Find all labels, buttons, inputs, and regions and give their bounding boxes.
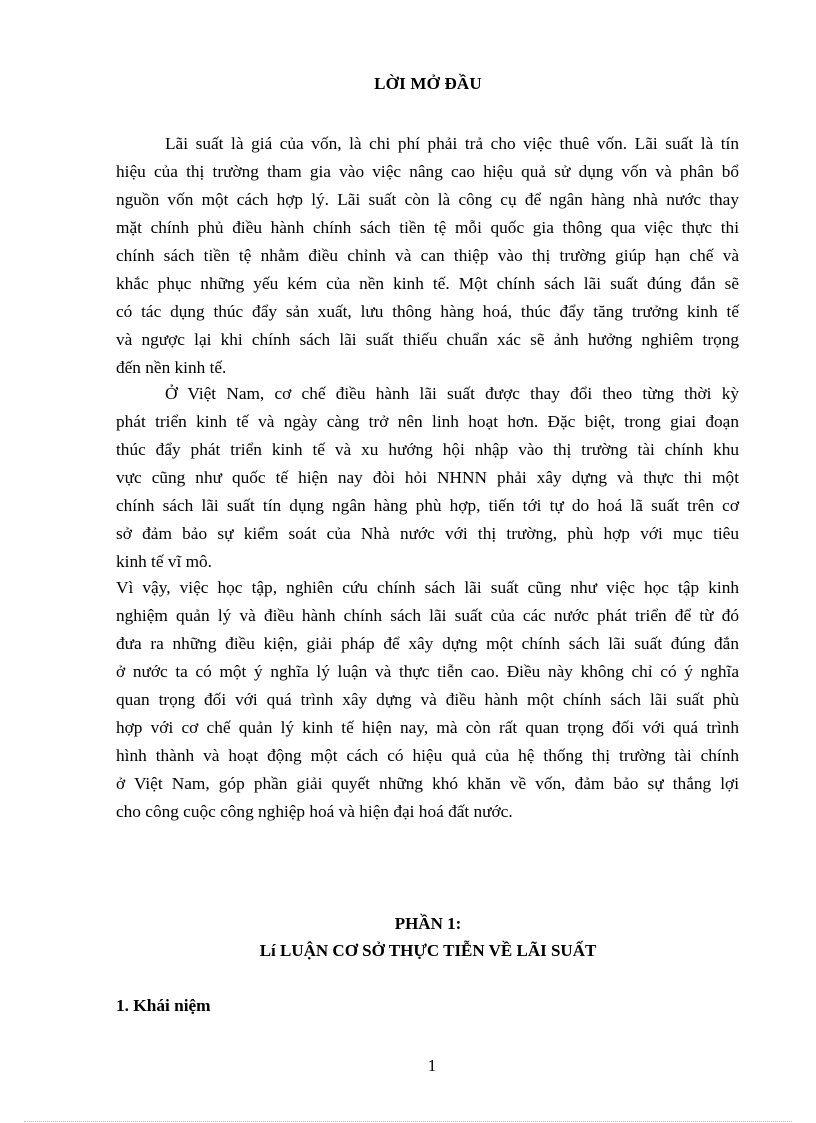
part-label: PHẦN 1: — [394, 914, 462, 933]
text-line: mặt chính phủ điều hành chính sách tiền tệ mỗi quốc gia thông qua việc thực thi — [116, 218, 739, 237]
text-line: quan trọng đối với quá trình xây dựng và điều hành một chính sách lãi suất phù — [116, 690, 739, 709]
page-bottom-rule — [24, 1121, 792, 1122]
text-line: có tác dụng thúc đẩy sản xuất, lưu thông hàng hoá, thúc đẩy tăng trưởng kinh tế — [116, 302, 739, 321]
text-line: khắc phục những yếu kém của nền kinh tế. Một chính sách lãi suất đúng đắn sẽ — [116, 274, 739, 293]
page-number: 1 — [427, 1056, 437, 1075]
text-line: ở nước ta có một ý nghĩa lý luận và thực tiễn cao. Điều này không chỉ có ý nghĩa — [116, 662, 739, 681]
text-line: cho công cuộc công nghiệp hoá và hiện đại hoá đất nước. — [116, 802, 513, 821]
text-line: phát triển kinh tế và ngày càng trở nên linh hoạt hơn. Đặc biệt, trong giai đoạn — [116, 412, 739, 431]
text-line: chính sách lãi suất tín dụng ngân hàng phù hợp, tiến tới tự do hoá lã suất trên cơ — [116, 496, 739, 515]
text-line: hình thành và hoạt động một cách có hiệu quả của hệ thống thị trường tài chính — [116, 746, 739, 765]
text-line: sở đảm bảo sự kiểm soát của Nhà nước với thị trường, phù hợp với mục tiêu — [116, 524, 739, 543]
text-line: và ngược lại khi chính sách lãi suất thiếu chuẩn xác sẽ ảnh hưởng nghiêm trọng — [116, 330, 739, 349]
text-line: ở Việt Nam, góp phần giải quyết những khó khăn về vốn, đảm bảo sự thắng lợi — [116, 774, 739, 793]
part-title: Lí LUẬN CƠ SỞ THỰC TIỄN VỀ LÃI SUẤT — [259, 941, 597, 960]
text-line: hiệu của thị trường tham gia vào việc nâng cao hiệu quả sử dụng vốn và phân bổ — [116, 162, 739, 181]
text-line: nguồn vốn một cách hợp lý. Lãi suất còn là công cụ để ngân hàng nhà nước thay — [116, 190, 739, 209]
text-line: hợp với cơ chế quản lý kinh tế hiện nay, mà còn rất quan trọng đối với quá trình — [116, 718, 739, 737]
section-heading: 1. Khái niệm — [116, 996, 211, 1015]
text-line: đến nền kinh tế. — [116, 358, 227, 377]
text-line: thúc đẩy phát triển kinh tế và xu hướng hội nhập vào thị trường tài chính khu — [116, 440, 739, 459]
text-line: Lãi suất là giá của vốn, là chi phí phải trả cho việc thuê vốn. Lãi suất là tín — [165, 134, 739, 153]
text-line: đưa ra những điều kiện, giải pháp để xây dựng một chính sách lãi suất đúng đắn — [116, 634, 739, 653]
text-line: nghiệm quản lý và điều hành chính sách lãi suất của các nước phát triển để từ đó — [116, 606, 739, 625]
text-line: vực cũng như quốc tế hiện nay đòi hỏi NHNN phải xây dựng và thực thi một — [116, 468, 739, 487]
text-line: chính sách tiền tệ nhằm điều chỉnh và can thiệp vào thị trường giúp hạn chế và — [116, 246, 739, 265]
page-title: LỜI MỞ ĐẦU — [374, 74, 482, 93]
text-line: Vì vậy, việc học tập, nghiên cứu chính sách lãi suất cũng như việc học tập kinh — [116, 578, 739, 597]
text-line: Ở Việt Nam, cơ chế điều hành lãi suất được thay đổi theo từng thời kỳ — [165, 384, 739, 403]
text-line: kinh tế vĩ mô. — [116, 552, 213, 571]
